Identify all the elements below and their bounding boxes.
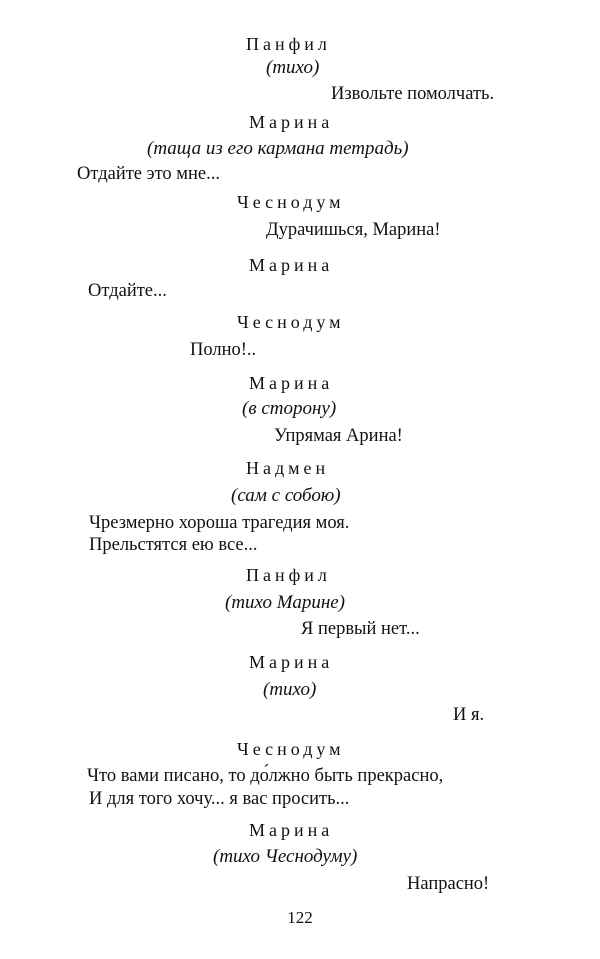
verse-line: И для того хочу... я вас просить...	[89, 789, 350, 809]
speaker-name: Марина	[249, 820, 334, 840]
verse-line: Дурачишься, Марина!	[266, 220, 441, 240]
speaker-name: Чеснодум	[237, 312, 345, 332]
speaker-name: Марина	[249, 112, 334, 132]
page-number: 122	[287, 908, 313, 927]
verse-line: Отдайте...	[88, 281, 167, 301]
speaker-name: Марина	[249, 373, 334, 393]
verse-line: Отдайте это мне...	[77, 164, 220, 184]
stage-direction: (тихо Марине)	[225, 592, 346, 613]
verse-line: Я первый нет...	[301, 619, 420, 639]
stage-direction: (тихо)	[266, 57, 320, 78]
stage-direction: (тихо Чеснодуму)	[213, 846, 358, 867]
verse-line: Чрезмерно хороша трагедия моя.	[89, 513, 350, 533]
verse-line: Что вами писано, то до́лжно быть прекрасно,	[87, 766, 444, 786]
stage-direction: (в сторону)	[242, 398, 337, 419]
verse-line: Полно!..	[190, 340, 257, 360]
verse-line: Извольте помолчать.	[331, 84, 495, 104]
speaker-name: Марина	[249, 255, 334, 275]
verse-line: И я.	[453, 705, 485, 725]
speaker-name: Чеснодум	[237, 192, 345, 212]
verse-line: Напрасно!	[407, 874, 490, 894]
verse-line: Прельстятся ею все...	[89, 535, 258, 555]
stage-direction: (таща из его кармана тетрадь)	[147, 138, 409, 159]
speaker-name: Марина	[249, 652, 334, 672]
speaker-name: Панфил	[246, 565, 331, 585]
speaker-name: Панфил	[246, 34, 331, 54]
verse-line: Упрямая Арина!	[274, 426, 403, 446]
stage-direction: (сам с собою)	[231, 485, 341, 506]
stage-direction: (тихо)	[263, 679, 317, 700]
speaker-name: Надмен	[246, 458, 330, 478]
speaker-name: Чеснодум	[237, 739, 345, 759]
